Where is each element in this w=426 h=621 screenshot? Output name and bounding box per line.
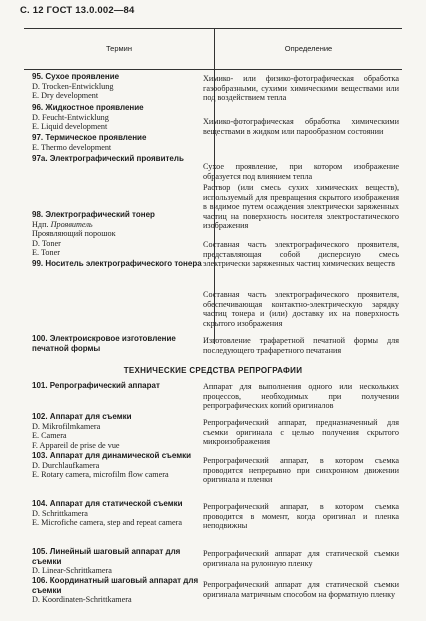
term-97 xyxy=(32,133,207,152)
definition-106 xyxy=(195,580,399,599)
term-translation: D. Trocken-Entwicklung xyxy=(32,81,114,91)
definition-97 xyxy=(195,162,399,181)
term-title: 105. Линейный шаговый аппарат для съемки xyxy=(32,547,181,566)
term-translation: E. Liquid development xyxy=(32,122,108,132)
term-100 xyxy=(32,334,207,353)
term-translation: E. Rotary camera, microfilm flow camera xyxy=(32,470,169,480)
section-title: ТЕХНИЧЕСКИЕ СРЕДСТВА РЕПРОГРАФИИ xyxy=(123,366,303,375)
term-translation: E. Toner xyxy=(32,248,60,258)
deprecated-term: Проявляющий порошок xyxy=(32,229,116,239)
term-translation: E. Thermo development xyxy=(32,142,112,152)
term-title: 102. Аппарат для съемки xyxy=(32,412,132,421)
term-98 xyxy=(32,210,207,258)
term-title: 106. Координатный шаговый аппарат для съемки xyxy=(32,576,199,595)
term-translation: D. Toner xyxy=(32,238,61,248)
definition-text: Составная часть электрографического проявителя, обеспечивающая контактно-электрическую зарядку частиц тонера и (или) доставку их на поверхность скрытого изображения xyxy=(203,290,399,328)
term-translation: F. Appareil de prise de vue xyxy=(32,440,120,450)
deprecated-label: Ндп. xyxy=(32,219,51,229)
term-title: 100. Электроискровое изготовление печатной формы xyxy=(32,334,176,353)
term-106 xyxy=(32,576,207,605)
definition-text: Химико-фотографическая обработка химическими веществами в жидком или парообразном состоянии xyxy=(203,117,399,136)
page-header: С. 12 ГОСТ 13.0.002—84 xyxy=(20,5,135,16)
definition-text: Раствор (или смесь сухих химических веществ), используемый для превращения скрытого изображения в видимое путем осаждения электрически заряженных частиц на поверхность носителя электростатического изображения xyxy=(203,183,399,231)
term-105 xyxy=(32,547,207,576)
term-title: 104. Аппарат для статической съемки xyxy=(32,499,183,508)
term-translation: D. Feucht-Entwicklung xyxy=(32,112,109,122)
term-translation: D. Linear-Schrittkamera xyxy=(32,566,112,576)
definition-text: Репрографический аппарат, в котором съемка проводится непрерывно при синхронном движении оригинала и пленки xyxy=(203,456,399,485)
definition-text: Репрографический аппарат, в котором съемка проводится в момент, когда оригинал и пленка неподвижны xyxy=(203,502,399,531)
term-translation: E. Dry development xyxy=(32,91,99,101)
term-title: 97. Термическое проявление xyxy=(32,133,147,142)
term-translation: E. Microfiche camera, step and repeat camera xyxy=(32,518,183,528)
term-96 xyxy=(32,103,207,132)
definition-text: Репрографический аппарат для статической съемки оригинала на рулонную пленку xyxy=(203,549,399,568)
definition-text: Составная часть электрографического проявителя, представляющая собой дисперсную смесь электрически заряженных частиц химических веществ xyxy=(203,240,399,269)
deprecated-term-text: Проявитель xyxy=(50,219,93,229)
definition-98 xyxy=(195,240,399,269)
term-99 xyxy=(32,259,207,269)
term-title: 101. Репрографический аппарат xyxy=(32,381,160,390)
term-title: 96. Жидкостное проявление xyxy=(32,103,144,112)
term-translation: D. Schrittkamera xyxy=(32,508,88,518)
term-title: 95. Сухое проявление xyxy=(32,72,120,81)
term-title: 98. Электрографический тонер xyxy=(32,210,155,219)
definition-96 xyxy=(195,117,399,136)
term-title: 103. Аппарат для динамической съемки xyxy=(32,451,192,460)
definition-text: Сухое проявление, при котором изображение образуется под влиянием тепла xyxy=(203,162,399,181)
column-header-definition: Определение xyxy=(284,44,333,53)
definition-102 xyxy=(195,418,399,447)
term-title: 99. Носитель электрографического тонера xyxy=(32,259,202,268)
definition-103 xyxy=(195,456,399,485)
term-97a xyxy=(32,154,207,164)
definition-99 xyxy=(195,290,399,328)
term-translation: D. Durchlaufkamera xyxy=(32,460,100,470)
definition-text: Изготовление трафаретной печатной формы для последующего трафаретного печатания xyxy=(203,336,399,355)
deprecated-term xyxy=(32,220,207,230)
term-title: 97а. Электрографический проявитель xyxy=(32,154,184,163)
definition-97a xyxy=(195,183,399,231)
definition-101 xyxy=(195,382,399,411)
definition-105 xyxy=(195,549,399,568)
definition-text: Репрографический аппарат, предназначенный для съемки оригинала с целью получения скрытого микроизображения xyxy=(203,418,399,447)
term-102 xyxy=(32,412,207,450)
definition-104 xyxy=(195,502,399,531)
term-translation: E. Camera xyxy=(32,431,67,441)
definition-text: Аппарат для выполнения одного или нескольких процессов, необходимых при получении репрографических копий оригиналов xyxy=(203,382,399,411)
term-104 xyxy=(32,499,207,528)
term-103 xyxy=(32,451,207,480)
definition-text: Репрографический аппарат для статической съемки оригинала матричным способом на форматную пленку xyxy=(203,580,399,599)
term-translation: D. Koordinaten-Schrittkamera xyxy=(32,595,132,605)
term-translation: D. Mikrofilmkamera xyxy=(32,421,101,431)
column-header-term: Термин xyxy=(106,44,132,53)
definition-100 xyxy=(195,336,399,355)
definition-95 xyxy=(195,74,399,103)
table-header xyxy=(24,28,402,70)
term-101 xyxy=(32,381,207,391)
definition-text: Химико- или физико-фотографическая обработка газообразными, сухими химическими веществами или под воздействием тепла xyxy=(203,74,399,103)
term-95 xyxy=(32,72,207,101)
